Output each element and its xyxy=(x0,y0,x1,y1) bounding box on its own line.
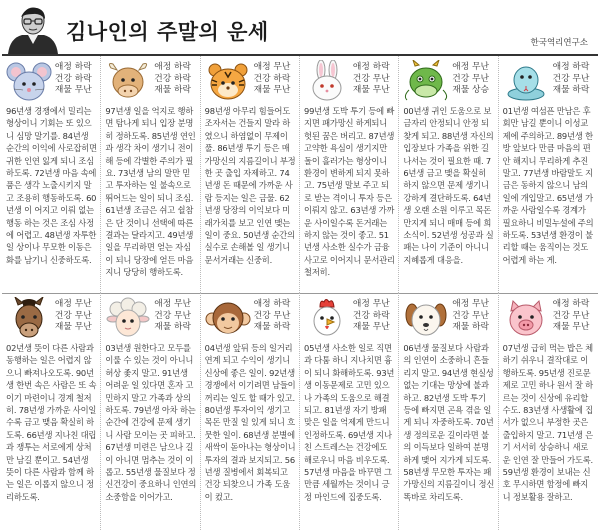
fortune-summary-line: 애정 무난 xyxy=(352,299,390,309)
zodiac-cell xyxy=(201,56,300,293)
fortune-summary-line: 애정 무난 xyxy=(154,299,192,309)
dog-icon xyxy=(401,297,451,339)
fortune-summary xyxy=(250,62,294,97)
pig-icon xyxy=(501,297,551,339)
zodiac-cell xyxy=(201,293,300,530)
monkey-icon xyxy=(203,297,253,339)
rooster-icon xyxy=(302,297,352,339)
fortune-summary xyxy=(549,299,593,334)
rat-icon xyxy=(4,60,54,102)
fortune-summary-line: 애정 하락 xyxy=(154,62,192,72)
zodiac-cell xyxy=(101,293,200,530)
zodiac-cell xyxy=(399,293,498,530)
fortune-text: 01년생 여섬픈 만남은 후회만 남길 뿐이니 이성교제에 주의하고. 89년생 한방 앞보다 만큼 마음의 편안 해지니 무리하게 추진말고. 77년생 바람말도 지금은 동하지 않으니 남의 일에 개입말고. 65년생 가까운 사람일수록 경계가 필요하니 비밀누설에 주의하도록. 53년생 환경이 불리할 때는 움직이는 것도 어렵게 하는 게. xyxy=(502,106,594,265)
zodiac-fortune-grid xyxy=(2,56,598,530)
source-credit: 한국역리연구소 xyxy=(530,38,588,48)
dragon-icon xyxy=(401,60,451,102)
fortune-summary xyxy=(151,62,195,97)
fortune-summary-line: 재물 상승 xyxy=(452,85,490,96)
fortune-text: 97년생 일을 억지로 행하면 탐나게 되니 입장 분명히 정하도록. 85년생 연인과 생각 차이 생기니 전이해 등에 각별한 주의가 필요. 73년생 남의 말만 믿고 투자하는 일 불속으로 뛰어드는 일이 되니 조심. 61년생 조금은 쉬고 쉴참은 단 것이니 선택에 따른 결과는 달라지고. 49년생 일을 무리하면 얻는 자심이 되니 당장에 얻든 마음 지니 당당히 행하도록. xyxy=(105,106,196,278)
fortune-summary-line: 건강 하락 xyxy=(154,73,192,84)
snake-icon xyxy=(501,60,551,102)
fortune-summary-line: 애정 하락 xyxy=(253,299,291,309)
fortune-summary-line: 재물 하락 xyxy=(154,322,192,333)
fortune-summary-line: 건강 무난 xyxy=(154,310,192,321)
fortune-text: 99년생 도박 투기 등에 빠지면 패가망신 하게되니 헛된 꿈은 버리고. 87년생 고약한 욕심이 생기지만 돌이 흘러가는 형상이니 환경이 변하게 되지 못하고. 75년생 말보 주고 되로 받는 격이니 투자 등은 이뤄지 않고. 63년생 가까운 사이일수록 돈거래는 하지 않는 것이 좋고. 51년생 사소한 실수가 금융사고로 이어지니 문서관리 철저히. xyxy=(304,106,395,278)
fortune-summary xyxy=(51,62,95,97)
zodiac-cell xyxy=(2,56,101,293)
fortune-summary-line: 애정 하락 xyxy=(352,62,390,72)
fortune-summary-line: 건강 무난 xyxy=(452,310,490,321)
fortune-summary-line: 재물 하락 xyxy=(253,322,291,333)
fortune-summary xyxy=(349,62,393,97)
fortune-summary-line: 건강 하락 xyxy=(352,310,390,321)
fortune-summary-line: 재물 하락 xyxy=(452,322,490,333)
fortune-text: 04년생 앞뒤 등의 일거리 연계 되고 수익이 생기니 신상에 좋은 일이. 92년생 경쟁에서 이기려면 남들이 꺼리는 일도 할 때가 있고. 80년생 투자이익 생기고 목돈 만질 일 있게 되니 흐뭇한 일이. 68년생 분별에 새싹이 돋아나는 형상이니 투자의 결과 보지되고. 56년생 질병에서 회복되고 건강 되찾으니 가족 도움이 컸고. xyxy=(204,343,296,502)
fortune-summary xyxy=(449,62,493,97)
zodiac-cell xyxy=(399,56,498,293)
author-portrait-icon xyxy=(6,4,60,54)
fortune-text: 06년생 물질보다 사람과의 인연이 소중하니 흔들리지 말고. 94년생 현실성 없는 기대는 망상에 불과하고. 82년생 도박 투기 등에 빠지면 곤욕 겪을 일게 되니 자중하도록. 70년생 정의로운 길이라면 불의 이득보다 일하여 분명하게 맺어 지가게 되도록. 58년생 무모한 투자는 패가망신의 지름길이니 정신 똑바로 차리도록. xyxy=(403,343,495,502)
fortune-summary-line: 건강 무난 xyxy=(352,73,390,84)
fortune-summary-line: 건강 무난 xyxy=(552,310,590,321)
rabbit-icon xyxy=(302,60,352,102)
fortune-text: 96년생 경쟁에서 밀리는 형상이니 기회는 또 있으니 심망 말기를. 84년생 순간의 이익에 사로잡히면 귀한 인연 잃게 되니 조심하도록. 72년생 마음 속에 품은 생각 노출시키지 말고 조용히 행동하도록. 60년생 이 어지고 이뤄 없는 행동 하는 것은 조심 사정에 어렵고. 48년생 자투한 일 상이나 무모한 이동은 화를 남기니 신중하도록. xyxy=(6,106,97,265)
fortune-summary-line: 건강 무난 xyxy=(552,73,590,84)
fortune-text: 02년생 뜻이 다른 사람과 동행하는 일은 어렵지 않으니 빠져나오도록. 90년생 한번 속은 사람은 또 속이기 마련이니 경계 철저히. 78년생 가까운 사이일수록 금고 맺음 확실히 하도록. 66년생 지나친 대립과 쟁투는 서로에게 상처만 남길 뿐이고. 54년생 뜻이 다른 사람과 함께 하는 일은 이롭지 않으니 정리하도록. xyxy=(6,343,97,502)
header xyxy=(0,0,600,54)
zodiac-cell xyxy=(300,56,399,293)
fortune-summary-line: 재물 하락 xyxy=(552,85,590,96)
sheep-icon xyxy=(103,297,153,339)
fortune-text: 00년생 귀인 도움으로 보금자리 안정되니 안정 되찾게 되고. 88년생 자신의 입장보다 가족을 위한 길 나서는 것이 필요한 때. 76년생 금고 맺을 확실히 하지 않으면 문제 생기니 강하게 결단하도록. 64년생 오랜 소원 이루고 목돈 만지게 되니 매매 등에 희소식이. 52년생 성공과 실패는 나이 기준이 아니니 지혜롭게 대응을. xyxy=(403,106,494,265)
fortune-summary xyxy=(449,299,493,334)
fortune-summary xyxy=(250,299,294,334)
fortune-summary-line: 애정 하락 xyxy=(54,62,92,72)
zodiac-cell xyxy=(2,293,101,530)
fortune-summary-line: 애정 무난 xyxy=(452,299,490,309)
fortune-summary-line: 애정 하락 xyxy=(552,62,590,72)
page-title: 김나인의 주말의 운세 xyxy=(66,20,269,44)
fortune-summary-line: 애정 하락 xyxy=(552,299,590,309)
fortune-summary-line: 건강 하락 xyxy=(253,73,291,84)
fortune-text: 07년생 급히 먹는 밥은 체하기 쉬우니 결작대로 이행하도록. 95년생 진로문제로 고민 하나 원서 잘 하르는 것이 신상에 유리할 수도. 83년생 사생활에 집서가 없으니 부정한 곳은 출입하지 말고. 71년생 은기 서서히 상승하니 새로운 인연 잘 만들어 가도록. 59년생 환경이 보내는 신호 무시하면 함정에 빠지니 정보활용 잘하고. xyxy=(502,343,593,502)
ox-icon xyxy=(103,60,153,102)
fortune-text: 98년생 아무리 힘들어도 조자서는 건들지 말라 하였으니 하염없이 무제이 풀. 86년생 투기 등은 매가망신의 지름길이니 부정한 곳 출입 자제하고. 74년생 돈 때문에 가까운 사람 등지는 일은 금물. 62년생 당장의 이익보다 미래가치를 보고 인연 맺는 일이 중요. 50년생 순간의 실수로 손해볼 일 생기니 문서거래는 신중히. xyxy=(204,106,296,265)
fortune-summary-line: 재물 무난 xyxy=(352,85,390,96)
fortune-summary xyxy=(549,62,593,97)
fortune-summary-line: 건강 무난 xyxy=(253,310,291,321)
zodiac-cell xyxy=(101,56,200,293)
fortune-summary-line: 건강 무난 xyxy=(54,310,92,321)
fortune-summary-line: 재물 무난 xyxy=(253,85,291,96)
fortune-summary-line: 애정 무난 xyxy=(54,299,92,309)
zodiac-cell xyxy=(499,56,598,293)
fortune-summary xyxy=(51,299,95,334)
fortune-summary-line: 재물 무난 xyxy=(552,322,590,333)
fortune-text: 03년생 원한다고 모두를 이룰 수 있는 것이 아니니 허상 좇지 말고. 91년생 어려운 일 있다면 혼자 고민하지 말고 가족과 상의하도록. 79년생 아차 하는 순간에 건강에 문제 생기니 사람 모이는 곳 피하고. 67년생 미련은 남으나 길이 아니면 멈추는 것이 이롭고. 55년생 물질보다 정신건강이 중요하니 인연의 소중함을 이어가고. xyxy=(105,343,197,502)
horse-icon xyxy=(4,297,54,339)
fortune-summary-line: 재물 무난 xyxy=(54,85,92,96)
zodiac-cell xyxy=(300,293,399,530)
fortune-summary xyxy=(151,299,195,334)
fortune-summary-line: 건강 하락 xyxy=(54,73,92,84)
fortune-summary-line: 건강 무난 xyxy=(452,73,490,84)
zodiac-cell xyxy=(499,293,598,530)
fortune-summary-line: 재물 하락 xyxy=(154,85,192,96)
tiger-icon xyxy=(203,60,253,102)
fortune-summary xyxy=(349,299,393,334)
fortune-text: 05년생 사소한 일로 직면과 다툼 하니 지나치면 흉이 되니 화해하도록. 93년생 이동문제로 고민 있으나 가족의 도움으로 해결되고. 81년생 자기 방패 맞은 일을 억제게 만드니 인정하도록. 69년생 지나친 스트레스는 건강에도 해로우니 마음 비우도록. 57년생 마음을 바꾸면 그 만큼 세월까는 것이니 긍정 마인드에 집중도록. xyxy=(304,343,395,502)
fortune-summary-line: 애정 무난 xyxy=(253,62,291,72)
fortune-summary-line: 애정 무난 xyxy=(452,62,490,72)
fortune-summary-line: 재물 무난 xyxy=(54,322,92,333)
fortune-summary-line: 재물 무난 xyxy=(352,322,390,333)
